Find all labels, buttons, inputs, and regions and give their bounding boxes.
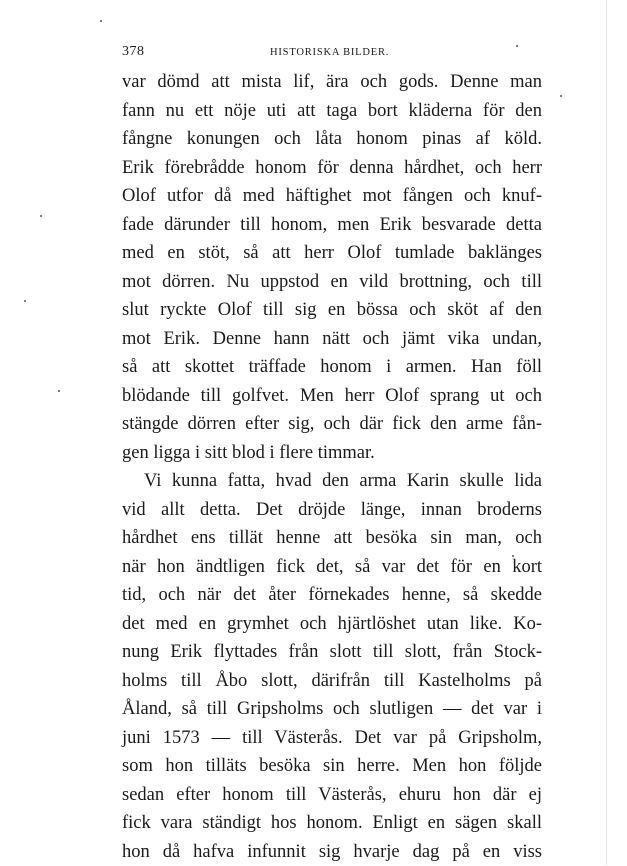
body-text bbox=[122, 68, 542, 866]
scan-speck bbox=[58, 390, 60, 392]
text-line: så att skottet träffade honom i armen. Han föll bbox=[122, 353, 542, 382]
text-line: med en stöt, så att herr Olof tumlade baklänges bbox=[122, 239, 542, 268]
text-line: vid allt detta. Det dröjde länge, innan broderns bbox=[122, 496, 542, 525]
text-line: stängde dörren efter sig, och där fick den arme fån- bbox=[122, 410, 542, 439]
scan-speck bbox=[40, 215, 42, 217]
text-line: slut ryckte Olof till sig en bössa och sköt af den bbox=[122, 296, 542, 325]
text-line: Vi kunna fatta, hvad den arma Karin skulle lida bbox=[122, 467, 542, 496]
text-line: blödande till golfvet. Men herr Olof sprang ut och bbox=[122, 382, 542, 411]
text-line: mot Erik. Denne hann nätt och jämt vika undan, bbox=[122, 325, 542, 354]
text-line: gen ligga i sitt blod i flere timmar. bbox=[122, 439, 542, 468]
text-line: juni 1573 — till Västerås. Det var på Gripsholm, bbox=[122, 724, 542, 753]
scan-speck bbox=[516, 45, 518, 47]
text-line: holms till Åbo slott, därifrån till Kastelholms på bbox=[122, 667, 542, 696]
scan-speck bbox=[24, 300, 26, 302]
text-line: Erik förebrådde honom för denna hårdhet, och herr bbox=[122, 154, 542, 183]
text-line: det med en grymhet och hjärtlöshet utan like. Ko- bbox=[122, 610, 542, 639]
text-line: hon då hafva infunnit sig hvarje dag på en viss bbox=[122, 838, 542, 866]
running-head: HISTORISKA BILDER. bbox=[270, 47, 389, 58]
text-line: fick vara ständigt hos honom. Enligt en sägen skall bbox=[122, 809, 542, 838]
text-line: var dömd att mista lif, ära och gods. Denne man bbox=[122, 68, 542, 97]
text-line: som hon tilläts besöka sin herre. Men hon följde bbox=[122, 752, 542, 781]
text-line: mot dörren. Nu uppstod en vild brottning, och till bbox=[122, 268, 542, 297]
scan-speck bbox=[560, 95, 562, 97]
page-edge bbox=[606, 0, 607, 865]
text-line: Olof utfor då med häftighet mot fången och knuf- bbox=[122, 182, 542, 211]
text-line: när hon ändtligen fick det, så var det för en kort bbox=[122, 553, 542, 582]
text-line: hårdhet ens tillät henne att besöka sin man, och bbox=[122, 524, 542, 553]
text-line: fångne konungen och låta honom pinas af köld. bbox=[122, 125, 542, 154]
text-line: fann nu ett nöje uti att taga bort kläderna för den bbox=[122, 97, 542, 126]
text-line: nung Erik flyttades från slott till slott, från Stock- bbox=[122, 638, 542, 667]
text-line: tid, och när det åter förnekades henne, så skedde bbox=[122, 581, 542, 610]
text-line: Åland, så till Gripsholms och slutligen — det var i bbox=[122, 695, 542, 724]
scan-speck bbox=[512, 555, 514, 557]
text-line: sedan efter honom till Västerås, ehuru hon där ej bbox=[122, 781, 542, 810]
page-number: 378 bbox=[122, 44, 145, 60]
scan-speck bbox=[100, 20, 102, 22]
text-line: fade därunder till honom, men Erik besvarade detta bbox=[122, 211, 542, 240]
